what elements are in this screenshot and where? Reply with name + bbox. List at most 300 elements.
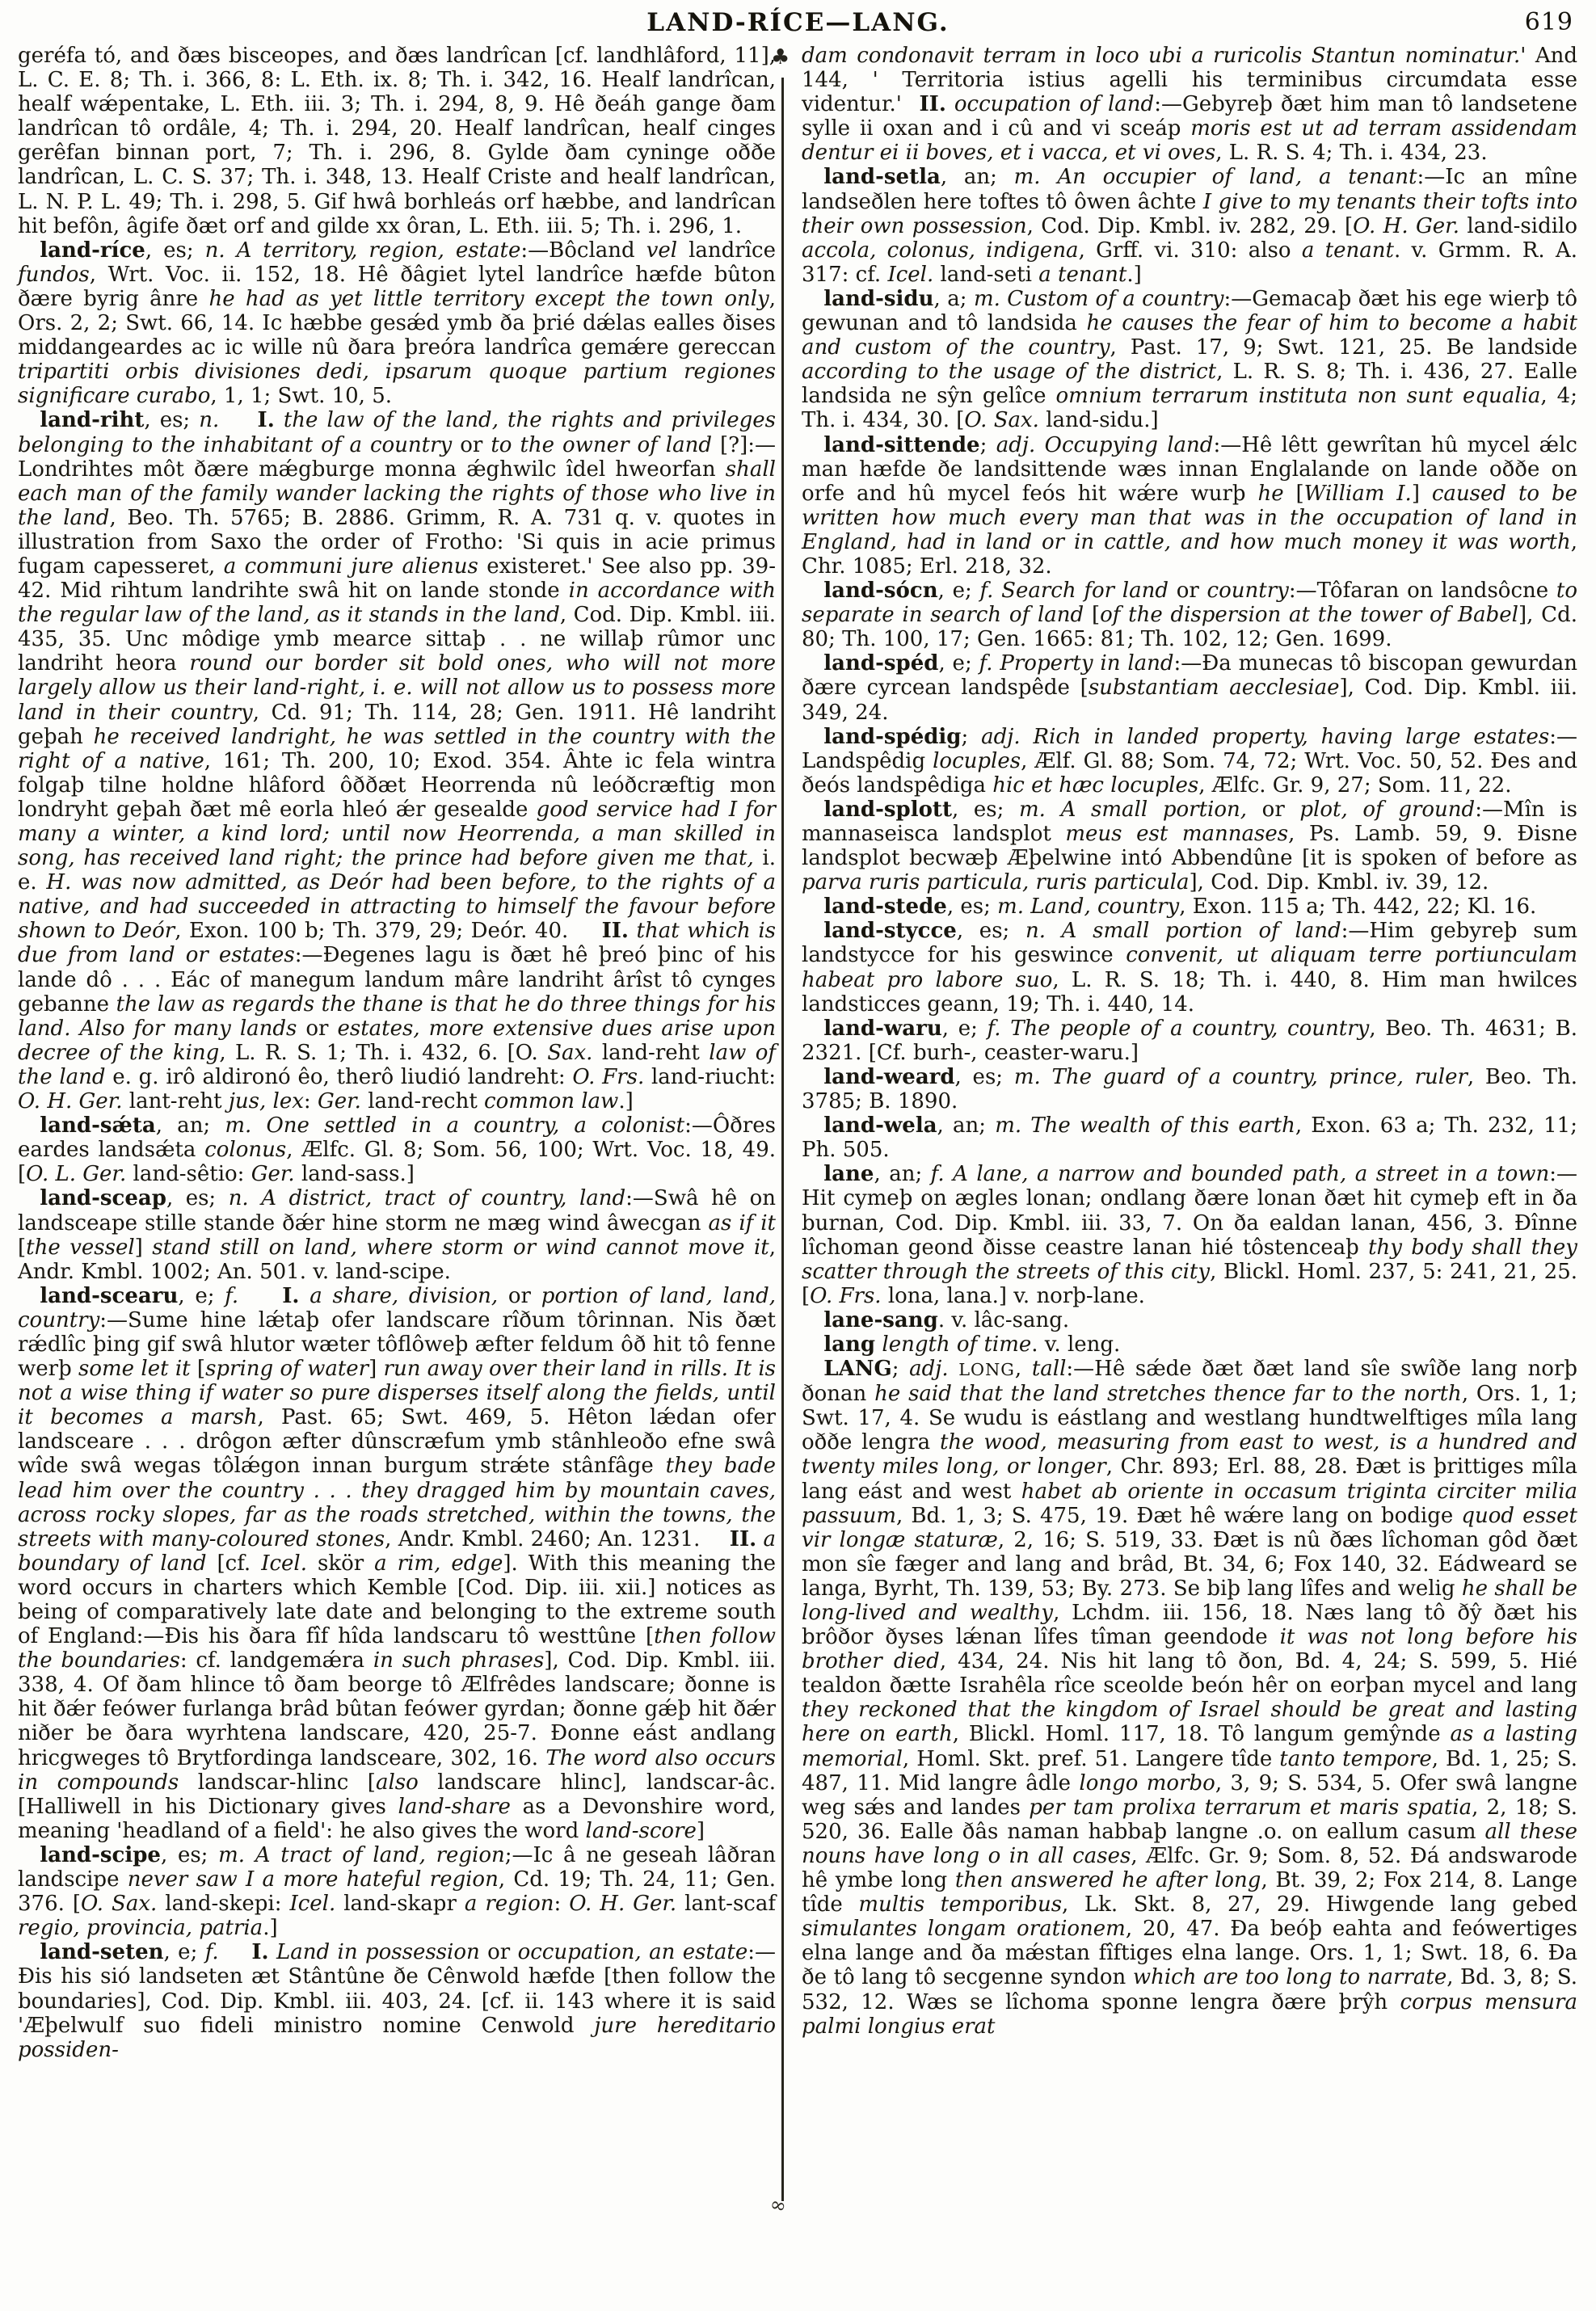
text-segment: , e; xyxy=(937,579,980,604)
headword: land-sittende xyxy=(823,432,980,457)
text-segment: , Chr. 1085; Erl. 218, 32. xyxy=(802,529,1577,579)
text-segment: adj. Occupying land xyxy=(996,432,1214,457)
text-segment: land-score xyxy=(585,1818,697,1843)
text-segment: vel xyxy=(646,238,678,263)
text-segment: Land in possession xyxy=(268,1940,480,1965)
text-segment: m. The guard of a country, prince, ruler xyxy=(1013,1064,1468,1089)
headword: lang xyxy=(823,1332,876,1357)
column-left xyxy=(18,44,776,2062)
text-segment: , 434, 24. Nis hit lang tô ðon, Bd. 4, 24; S. 599, 5. Hié tealdon ðætte Israhêla rîce sceolde beón hêr on eorþan mycel and lang xyxy=(802,1649,1577,1699)
entry-land-sittende xyxy=(802,433,1577,579)
text-segment: , L. R. S. 4; Th. i. 434, 23. xyxy=(1215,141,1488,166)
text-segment: ; xyxy=(979,432,996,457)
text-segment: , Exon. 63 a; Th. 232, 11; Ph. 505. xyxy=(802,1113,1577,1163)
text-segment: m. A small portion, xyxy=(1019,797,1247,822)
text-segment: Sax. xyxy=(547,1040,593,1065)
text-segment: land-skepi: xyxy=(157,1892,290,1917)
text-segment: m. The wealth of this earth xyxy=(995,1113,1295,1139)
text-segment: , Bt. 39, 2; Fox 214, 8. Lange tîde xyxy=(802,1868,1578,1917)
text-segment: tall xyxy=(1031,1357,1067,1382)
text-segment: caused to be written how much every man that was in the occupation of land in England, had in land or in cattle, and how much money it was worth xyxy=(802,481,1578,554)
printer-mark-bottom-icon: ∞ xyxy=(767,2191,790,2219)
text-segment: : cf. landgemǽra xyxy=(179,1648,373,1673)
text-segment: ] xyxy=(134,1235,153,1260)
text-segment: n. A small portion of land xyxy=(1025,919,1341,944)
text-segment: land-recht xyxy=(360,1089,485,1114)
text-segment: f. xyxy=(225,1283,239,1308)
text-segment: the vessel xyxy=(26,1235,135,1260)
text-segment: Icel. xyxy=(261,1551,307,1576)
text-segment: or xyxy=(1169,579,1207,604)
text-segment: the wood, measuring from east to west, is a hundred and twenty miles long, or longer xyxy=(802,1430,1577,1480)
headword: lane-sang xyxy=(823,1307,938,1332)
entry-land-splott xyxy=(802,798,1577,895)
text-segment: I. xyxy=(238,1283,300,1308)
text-segment: which are too long to narrate xyxy=(1132,1965,1447,1990)
text-segment: :—Tôfaran on landsôcne xyxy=(1288,579,1556,604)
text-segment: , Ps. Lamb. 59, 9. Ðisne landsplot becwæþ Æþelwine intó Abbendûne [it is spoken of before as xyxy=(802,822,1577,871)
text-segment: they bade lead him over the country . . . they dragged him by mountain caves, across rocky slopes, far as the roads stretched, within the towns, the streets with many-coloured stones xyxy=(18,1454,776,1551)
column-divider-rule xyxy=(781,78,784,2201)
text-segment: , Cd. 91; Th. 114, 28; Gen. 1911. Hê landriht geþah xyxy=(18,700,776,749)
headword: land-setla xyxy=(823,165,941,190)
text-segment: , Ælf. Gl. 88; Som. 74, 72; Wrt. Voc. 50, 52. Ðes and ðeós landspêdiga xyxy=(802,748,1577,798)
text-segment: O. Sax. xyxy=(81,1892,158,1917)
headword: land-sǽta xyxy=(40,1113,156,1139)
text-segment: ], Cd. 80; Th. 100, 17; Gen. 1665: 81; Th. 102, 12; Gen. 1699. xyxy=(802,603,1577,652)
text-segment: common law xyxy=(484,1089,619,1114)
text-segment: colonus xyxy=(204,1138,287,1163)
text-segment: , Ors. 1, 1; Swt. 17, 4. Se wudu is eástlang and westlang hundtwelftiges mîla lang oððe lengra xyxy=(802,1382,1577,1455)
text-segment: :—Swâ hê on landsceape stille stande ðǽr hine storm ne mæg wind âwecgan xyxy=(18,1186,776,1235)
text-segment: , 1, 1; Swt. 10, 5. xyxy=(210,384,393,409)
text-segment: , Wrt. Voc. ii. 152, 18. Hê ðâgiet lytel landrîce hæfde bûton ðære byrig ânre xyxy=(18,262,776,311)
text-segment: . v. Grmm. R. A. 317: cf. xyxy=(802,238,1577,287)
text-segment: existeret.' See also pp. 39-42. Mid rihtum landrihte swâ hit on lande stonde xyxy=(18,554,776,604)
text-segment: , L. R. S. 8; Th. i. 436, 27. Ealle landsida ne sŷn gelîce xyxy=(802,360,1577,409)
text-segment: or xyxy=(297,1016,338,1041)
text-segment: as a lasting memorial xyxy=(802,1722,1578,1771)
headword: land-weard xyxy=(823,1064,955,1089)
text-segment: , 2, 16; S. 519, 33. Ðæt is nû ðæs lîchoman gôd ðæt mon sîe fæger and lang and brâd, Bt. 34, 6; Fox 140, 32. Eádweard se langa, Byrht, Th. 139, 53; By. 273. Se biþ lang lîfes and welig xyxy=(802,1527,1577,1601)
text-segment: f. A lane, a narrow and bounded path, a street in a town xyxy=(930,1162,1550,1187)
text-segment: , Ælfc. Gl. 8; Som. 56, 100; Wrt. Voc. 18, 49. [ xyxy=(18,1138,777,1187)
text-segment: , Blickl. Homl. 117, 18. Tô langum gemŷnde xyxy=(952,1722,1451,1747)
text-segment: m. Custom of a country xyxy=(973,286,1224,311)
text-segment: plot, of ground xyxy=(1299,797,1476,822)
text-segment: land-sêtio: xyxy=(126,1162,251,1187)
column-right xyxy=(802,44,1577,2039)
text-segment: , Exon. 115 a; Th. 442, 22; Kl. 16. xyxy=(1179,895,1537,920)
headword: land-wela xyxy=(823,1113,937,1139)
text-segment: omnium terrarum instituta non sunt equalia xyxy=(1055,384,1541,409)
text-segment: land-sidu.] xyxy=(1038,408,1159,433)
text-segment: the law of the land, the rights and privileges belonging to the inhabitant of a country xyxy=(18,408,776,457)
text-segment: , Ælfc. Gr. 9, 27; Som. 11, 22. xyxy=(1198,772,1512,798)
text-segment: habet ab oriente in occasum triginta circiter milia passuum xyxy=(802,1479,1578,1528)
text-segment: :—Hê sǽde ðæt ðæt land sîe swîðe lang norþ ðonan xyxy=(802,1357,1578,1407)
text-segment: law of the land xyxy=(18,1040,776,1089)
text-segment: n. xyxy=(199,408,220,433)
text-segment: ], Cod. Dip. Kmbl. iv. 39, 12. xyxy=(1189,870,1489,895)
text-segment: ] xyxy=(1411,481,1432,506)
text-segment: I. xyxy=(218,1940,269,1965)
text-segment: all these nouns have long o in all cases xyxy=(802,1819,1577,1868)
entry-land-sceap xyxy=(18,1186,776,1283)
text-segment: that which is due from land or estates xyxy=(18,919,777,968)
text-segment: [ xyxy=(1084,603,1101,628)
headword: land-scipe xyxy=(40,1842,161,1867)
text-segment: simulantes longam orationem xyxy=(802,1917,1126,1942)
text-segment: , e; xyxy=(941,1016,987,1041)
entry-land-weard xyxy=(802,1065,1577,1113)
text-segment: he shall be long-lived and wealthy xyxy=(802,1576,1577,1625)
entry-land-stede xyxy=(802,895,1577,919)
text-segment: , es; xyxy=(954,1064,1014,1089)
text-segment: lant-scaf xyxy=(676,1892,776,1917)
text-segment: landrîce xyxy=(677,238,776,263)
headword: land-sócn xyxy=(823,579,938,604)
text-segment: a tenant xyxy=(1038,262,1127,287)
text-segment: m. One settled in a country, a colonist xyxy=(225,1113,685,1139)
text-segment: , Cod. Dip. Kmbl. iv. 282, 29. [ xyxy=(1026,213,1354,238)
text-segment: I give to my tenants their tofts into their own possession xyxy=(802,189,1577,238)
text-segment: .] xyxy=(263,1916,278,1941)
text-segment: length of time xyxy=(882,1332,1032,1357)
text-segment: [cf. xyxy=(206,1551,262,1576)
text-segment: parva ruris particula, ruris particula xyxy=(802,870,1190,895)
text-segment: n. A territory, region, estate xyxy=(204,238,521,263)
text-segment: , an; xyxy=(937,1113,996,1139)
text-segment: :—Mîn is mannaseisca landsplot xyxy=(802,797,1577,846)
text-segment: , xyxy=(1014,1357,1032,1382)
text-segment: [ xyxy=(190,1357,206,1382)
text-segment: . v. lâc-sang. xyxy=(937,1307,1070,1332)
text-segment: .] xyxy=(1126,262,1142,287)
text-segment: round our border sit bold ones, who will not more largely allow us their land-right, i. e. will not allow us to possess more land in their country xyxy=(18,651,776,725)
text-segment: Ger. xyxy=(251,1162,295,1187)
text-segment: he had as yet little territory except the town only xyxy=(208,286,769,311)
text-segment: , Exon. 100 b; Th. 379, 29; Deór. 40. xyxy=(175,919,569,944)
text-segment: he causes the fear of him to become a habit and custom of the country xyxy=(802,311,1577,360)
text-segment: landscar-hlinc [ xyxy=(179,1770,376,1795)
text-segment: , e; xyxy=(938,651,979,676)
text-segment: then answered he after long xyxy=(954,1868,1261,1893)
text-segment xyxy=(949,1357,959,1381)
text-segment: f. Property in land xyxy=(979,651,1174,676)
text-segment: regio, provincia, patria xyxy=(18,1916,263,1941)
text-segment: multis temporibus xyxy=(858,1892,1063,1917)
text-segment: land-skapr xyxy=(335,1892,465,1917)
text-segment: ]. With this meaning the word occurs in charters which Kemble [Cod. Dip. iii. xii.] notices as being of comparatively late date and belonging to the extreme south of England:—Ðis his ðara fîf hîda landscaru tô westtûne [ xyxy=(18,1551,776,1649)
text-segment: , an; xyxy=(940,165,1014,190)
text-segment: II. xyxy=(568,919,629,944)
entry-lang-length xyxy=(802,1332,1577,1357)
text-segment: land-seti xyxy=(933,262,1039,287)
text-segment: corpus mensura palmi longius erat xyxy=(802,1989,1577,2039)
headword: land-seten xyxy=(40,1940,164,1965)
text-segment: a tenant xyxy=(1301,238,1394,263)
text-segment: , Beo. Th. 4631; B. 2321. [Cf. burh-, ceaster-waru.] xyxy=(802,1016,1577,1065)
text-segment: then follow the boundaries xyxy=(18,1624,776,1673)
entry-land-rice xyxy=(18,238,776,409)
text-segment: as a Devonshire word, meaning 'headland of a field': he also gives the word xyxy=(18,1794,776,1843)
text-segment: :—Ôðres eardes landsǽta xyxy=(18,1113,776,1163)
text-segment: f. The people of a country, country xyxy=(987,1016,1370,1041)
text-segment: ; xyxy=(891,1357,910,1382)
text-segment: or xyxy=(1247,797,1300,822)
headword: land-spédig xyxy=(823,724,962,749)
text-segment: O. Frs. xyxy=(572,1064,645,1089)
text-segment: , es; xyxy=(144,408,200,433)
text-segment: O. H. Ger. xyxy=(569,1892,677,1917)
text-segment: tripartiti orbis divisiones dedi, ipsarum quoque partium regiones significare curabo xyxy=(18,360,776,409)
headword: land-stycce xyxy=(823,919,957,944)
text-segment: , es; xyxy=(166,1186,229,1211)
text-segment: stand still on land, where storm or wind cannot move it xyxy=(152,1235,769,1260)
text-segment: , Lk. Skt. 8, 27, 29. Hiwgende lang gebed xyxy=(1062,1892,1577,1917)
text-segment: land-share xyxy=(398,1794,511,1819)
text-segment: , Bd. 3, 8; S. 532, 12. Wæs se lîchoma sponne lengra ðære þrŷh xyxy=(802,1965,1577,2014)
entry-land-spedig xyxy=(802,725,1577,798)
text-segment: dam condonavit terram in loco ubi a ruricolis Stantun nominatur. xyxy=(802,44,1521,68)
text-segment: meus est mannases xyxy=(1065,822,1289,846)
text-segment: I. xyxy=(219,408,275,433)
text-segment: , Chr. 893; Erl. 88, 28. Ðæt is þrittiges mîla lang eást and west xyxy=(802,1454,1578,1504)
text-segment: , e; xyxy=(163,1940,205,1965)
text-segment: , Cd. 19; Th. 24, 11; Gen. 376. [ xyxy=(18,1867,776,1917)
text-segment: , Grff. vi. 310: also xyxy=(1078,238,1302,263)
text-segment: :—Sume hine lǽtaþ ofer landscare rîðum tôrinnan. Nis ðæt rǽdlîc þing gif swâ hlutor wæter tôflôweþ æfter feldum ôð hit tô fenne werþ xyxy=(18,1307,776,1382)
text-segment: land-sass.] xyxy=(294,1162,415,1187)
text-segment: spring of water xyxy=(205,1357,369,1382)
headword: land-sceap xyxy=(40,1186,166,1211)
text-segment: a boundary of land xyxy=(18,1526,776,1576)
text-segment: , Lchdm. iii. 156, 18. Næs lang tô ðŷ ðæt his brôðor ðyses lǽnan lîfes tîman geendode xyxy=(802,1601,1577,1650)
text-segment: lant-reht xyxy=(122,1089,229,1114)
text-segment: , es; xyxy=(145,238,205,263)
text-segment: :—Bôcland xyxy=(520,238,646,263)
text-segment: country xyxy=(1206,579,1289,604)
text-segment: , Bd. 1, 25; S. 487, 11. Mid langre âdle xyxy=(802,1746,1577,1795)
entry-lang xyxy=(802,1357,1577,2039)
page-title: LAND-RÍCE—LANG. xyxy=(646,8,950,37)
text-segment: thy body shall they scatter through the streets of this city xyxy=(802,1235,1577,1284)
text-segment: [ xyxy=(1283,481,1304,506)
text-segment: , es; xyxy=(956,919,1025,944)
text-segment: H. was now admitted, as Deór had been before, to the rights of a native, and had succeeded in attracting to himself the favour before shown to Deór xyxy=(18,870,777,944)
entry-land-sped xyxy=(802,651,1577,724)
text-segment: shall each man of the family wander lacking the rights of those who live in the land xyxy=(18,457,776,530)
text-segment: or xyxy=(452,432,491,457)
headword: land-waru xyxy=(823,1016,942,1041)
headword: land-ríce xyxy=(40,238,145,263)
text-segment: , Bd. 1, 3; S. 475, 19. Ðæt hê wǽre lang on bodige xyxy=(895,1503,1462,1528)
entry-lane xyxy=(802,1162,1577,1308)
text-segment: or xyxy=(479,1940,518,1965)
text-segment: , es; xyxy=(946,895,998,920)
text-segment: , Andr. Kmbl. 1002; An. 501. v. land-scipe. xyxy=(18,1235,776,1284)
text-segment: ] xyxy=(696,1818,705,1843)
text-segment: some let it xyxy=(78,1357,191,1382)
entry-land-waru xyxy=(802,1017,1577,1065)
text-segment: of the dispersion at the tower of Babel xyxy=(1100,603,1519,628)
text-segment: n. A district, tract of country, land xyxy=(228,1186,626,1211)
text-segment: land-riucht: xyxy=(644,1064,776,1089)
entry-land-socn xyxy=(802,579,1577,651)
text-segment: they reckoned that the kingdom of Israel should be great and lasting here on earth xyxy=(802,1698,1577,1747)
text-segment: , 161; Th. 200, 10; Exod. 354. Âhte ic fela wintra folgaþ tilne holdne hlâford ôððæt Heorrenda nû leóðcræftig mon londryht geþah ðæt mê eorla hleó ǽr gesealde xyxy=(18,748,776,822)
text-segment: he received landright, he was settled in the country with the right of a native xyxy=(18,724,776,773)
text-segment: hic et hæc locuples xyxy=(992,772,1199,798)
text-segment: as if it xyxy=(708,1210,777,1235)
text-segment: , Blickl. Homl. 237, 5: 241, 21, 25. [ xyxy=(802,1259,1577,1308)
text-segment: a region xyxy=(464,1892,554,1917)
text-segment: estates, more extensive dues arise upon decree of the king xyxy=(18,1016,776,1065)
text-segment: : xyxy=(554,1892,570,1917)
text-segment: m. A tract of land, region xyxy=(218,1842,505,1867)
text-segment: , Past. 17, 9; Swt. 121, 25. Be landside xyxy=(1110,335,1577,360)
text-segment: , L. R. S. 18; Th. i. 440, 8. Him man hwilces landsticces geann, 19; Th. i. 440, 14. xyxy=(802,967,1577,1017)
text-segment: fundos xyxy=(18,262,90,287)
text-segment: , an; xyxy=(874,1162,931,1187)
text-segment: [ xyxy=(18,1235,27,1260)
continuation-land-rica xyxy=(18,44,776,238)
text-segment: a communi jure alienus xyxy=(223,554,478,579)
text-segment: to separate in search of land xyxy=(802,579,1577,628)
text-segment: : xyxy=(303,1089,318,1114)
text-segment: never saw I a more hateful region xyxy=(127,1867,499,1892)
text-segment: O. Sax. xyxy=(964,408,1039,433)
text-segment: :—Ðegenes lagu is ðæt hê þreó þinc of his lande dô . . . Eác of manegum landum mâre landriht ârîst tô cynges gebanne xyxy=(18,943,776,1017)
text-segment: :—Gebyreþ ðæt him man tô landsetene sylle ii oxan and i cû and vi sceáp xyxy=(802,92,1577,141)
text-segment: ;—Ic â ne geseah lâðran landscipe xyxy=(18,1842,776,1892)
page-number: 619 xyxy=(1524,8,1573,36)
text-segment: in such phrases xyxy=(373,1648,545,1673)
text-segment: Icel. xyxy=(289,1892,336,1917)
text-segment: :—Hit cymeþ on ægles lonan; ondlang ðære lonan ðæt hit cymeþ eft in ða burnan, Cod. Dip. Kmbl. iii. 33, 7. On ða ealdan lanan, 456, 3. Ðînne lîchoman geond ðisse ceastre lanan hié tôstenceaþ xyxy=(802,1162,1577,1260)
text-segment: or xyxy=(498,1283,541,1308)
text-segment: longo morbo xyxy=(1079,1770,1215,1795)
text-segment: :—Him gebyreþ sum landstycce for his geswince xyxy=(802,919,1577,968)
text-segment: II. xyxy=(700,1526,757,1551)
text-segment: convenit, ut aliquam terre portiunculam habeat pro labore suo xyxy=(802,943,1578,992)
text-segment: quod esset vir longæ staturæ xyxy=(802,1503,1577,1552)
text-segment: it was not long before his brother died xyxy=(802,1625,1577,1674)
text-segment: William I. xyxy=(1303,481,1412,506)
printer-mark-top-icon: ♣ xyxy=(771,45,790,69)
text-segment: [?]:—Londrihtes môt ðære mǽgburge monna ǽghwilc îdel hweorfan xyxy=(18,432,776,482)
text-segment: , 20, 47. Ða beóþ eahta and feówertiges elna lange and ða mǽstan fîftiges elna lange. Ors. 1, 1; Swt. 18, 6. Ða ðe tô lang tô secgenne syndon xyxy=(802,1917,1577,1990)
text-segment: also xyxy=(375,1770,419,1795)
text-segment: f. Search for land xyxy=(979,579,1169,604)
text-segment: , e; xyxy=(178,1283,225,1308)
text-segment: adj. Rich in landed property, having large estates xyxy=(981,724,1550,749)
text-segment: , L. R. S. 1; Th. i. 432, 6. [O. xyxy=(219,1040,548,1065)
headword: LANG xyxy=(823,1357,892,1382)
headword: land-scearu xyxy=(40,1283,179,1308)
text-segment: , 2, 18; S. 520, 36. Ealle ðâs naman habbaþ langne .o. on eallum casum xyxy=(802,1795,1577,1844)
text-segment: :—Ðis his sió landseten æt Stântûne ðe Cênwold hæfde [then follow the boundaries], Cod. Dip. Kmbl. iii. 403, 24. [cf. ii. 143 where it is said 'Æþelwulf suo fideli ministro nomine Cenwold xyxy=(18,1940,776,2038)
text-segment: according to the usage of the district xyxy=(802,360,1217,385)
text-segment: , Ælfc. Gr. 9; Som. 8, 52. Ðá andswarode hê ymbe long xyxy=(802,1843,1577,1893)
text-segment: land-sidilo xyxy=(1459,213,1577,238)
headword: land-spéd xyxy=(823,651,939,676)
entry-land-wela xyxy=(802,1113,1577,1162)
text-segment: , 4; Th. i. 434, 30. [ xyxy=(802,384,1577,433)
text-segment: land-reht xyxy=(592,1040,710,1065)
text-segment: he said that the land stretches thence far to the north xyxy=(874,1382,1462,1407)
text-segment: adj. xyxy=(909,1357,949,1382)
text-segment: in accordance with the regular law of the land, as it stands in the land xyxy=(18,579,776,628)
text-segment: m. Land, country xyxy=(997,895,1180,920)
text-segment: lona, lana.] v. norþ-lane. xyxy=(881,1283,1145,1308)
text-segment: skör xyxy=(307,1551,375,1576)
headword: land-sidu xyxy=(823,286,934,311)
text-segment: , Past. 65; Swt. 469, 5. Hêton lǽdan ofer landsceare . . . drôgon æfter dûnscræfum ymb stânhleoðo efne swâ wîde swâ wegas tôlǽgon innan burgum strǽte stânfâge xyxy=(18,1405,777,1479)
text-segment: to the owner of land xyxy=(491,432,712,457)
text-segment: ; xyxy=(961,724,982,749)
entry-land-seten xyxy=(18,1940,776,2061)
text-segment: ], Cod. Dip. Kmbl. iii. 349, 24. xyxy=(802,676,1577,725)
entry-land-riht xyxy=(18,408,776,1113)
text-segment: . v. leng. xyxy=(1031,1332,1121,1357)
text-segment: , Andr. Kmbl. 2460; An. 1231. xyxy=(385,1526,701,1551)
text-segment: tanto tempore xyxy=(1279,1746,1432,1771)
text-segment: , Cod. Dip. Kmbl. iii. 435, 35. Unc môdige ymb mearce sittaþ . . ne willaþ rûmor unc landriht heora xyxy=(18,603,776,676)
text-segment: O. H. Ger. xyxy=(18,1089,123,1114)
continuation-land-seten xyxy=(802,44,1577,165)
text-segment: , Beo. Th. 3785; B. 1890. xyxy=(802,1064,1577,1114)
text-segment: substantiam aecclesiae xyxy=(1088,676,1340,701)
text-segment: accola, colonus, indigena xyxy=(802,238,1079,263)
text-segment: Icel. xyxy=(887,262,934,287)
text-segment: O. L. Ger. xyxy=(26,1162,127,1187)
text-segment: :—Gemacaþ ðæt his ege wierþ tô gewunan and tô landsida xyxy=(802,286,1578,336)
text-segment: , a; xyxy=(933,286,974,311)
entry-lane-sang xyxy=(802,1308,1577,1332)
text-segment: a rim, edge xyxy=(374,1551,503,1576)
text-segment: ], Cod. Dip. Kmbl. iii. 338, 4. Of ðam hlince tô ðam beorge tô Ælfrêdes landscare; ðonne is hit ðǽr feówer furlanga brâd bûtan feówer gyrdan; ðonne gǽþ hit ðǽr niðer be ðara wyrhtena landscare, 420, 25-7. Ðonne eást andlang hricgweges tô Brytfordinga landsceare, 302, 16. xyxy=(18,1648,777,1770)
text-segment: occupation, an estate xyxy=(517,1940,748,1965)
text-segment: , es; xyxy=(951,797,1020,822)
headword: land-riht xyxy=(40,408,145,433)
entry-land-scipe xyxy=(18,1843,776,1940)
text-segment: .] xyxy=(618,1089,634,1114)
text-segment: :—Landspêdig xyxy=(802,724,1577,773)
text-segment: he xyxy=(1257,481,1284,506)
entry-land-saeta xyxy=(18,1113,776,1186)
text-segment: jure hereditario possiden- xyxy=(18,2013,777,2062)
text-segment: landscare hlinc], landscar-âc. [Halliwell in his Dictionary gives xyxy=(18,1770,776,1819)
text-segment: run away over their land in rills. It is not a wise thing if water so pure disperses itself along the fields, until it becomes a marsh xyxy=(18,1357,776,1430)
entry-land-scearu xyxy=(18,1284,776,1843)
text-segment: LONG xyxy=(958,1360,1015,1380)
text-segment: ] xyxy=(368,1357,384,1382)
text-segment: , 3, 9; S. 534, 5. Ofer swâ langne weg sǽs and landes xyxy=(802,1770,1577,1820)
text-segment: geréfa tó, and ðæs bisceopes, and ðæs landrîcan [cf. landhlâford, 11], L. C. E. 8; Th. i. 366, 8: L. Eth. ix. 8; Th. i. 342, 16. Healf landrîcan, healf wǽpentake, L. Eth. iii. 3; Th. i. 294, 8, 9. Hê ðeáh gange ðam landrîcan tô ordâle, 4; Th. i. 294, 20. Healf landrîcan, healf cinges gerêfan binnan port, 7; Th. i. 296, 8. Gylde ðam cyninge oððe landrîcan, L. C. S. 37; Th. i. 348, 13. Healf Criste and healf landrîcan, L. N. P. L. 49; Th. i. 298, 5. Gif hwâ borhleás orf hæbbe, and landrîcan hit befôn, âgife ðæt orf and gilde xx ôran, L. Eth. iii. 5; Th. i. 296, 1. xyxy=(18,44,776,238)
text-segment: , Ors. 2, 2; Swt. 66, 14. Ic hæbbe gesǽd ymb ða þrié dǽlas ealles ðises middangeardes ac ic wille nû ðara þreóra landrîca gemǽre gereccan xyxy=(18,286,777,360)
running-head xyxy=(0,6,1596,45)
text-segment: ' And 144, ' Territoria istius agelli his terminibus circumdata esse videntur.' xyxy=(802,44,1577,117)
text-segment: i. e. xyxy=(18,846,776,895)
headword: lane xyxy=(823,1162,874,1187)
text-segment: jus, lex xyxy=(228,1089,304,1114)
text-segment: :—Ic an mîne landseðlen here toftes tô ôwen âchte xyxy=(802,165,1577,214)
text-segment: portion of land, land, country xyxy=(18,1283,776,1332)
text-segment: , Homl. Skt. pref. 51. Langere tîde xyxy=(902,1746,1280,1771)
entry-land-stycce xyxy=(802,919,1577,1016)
